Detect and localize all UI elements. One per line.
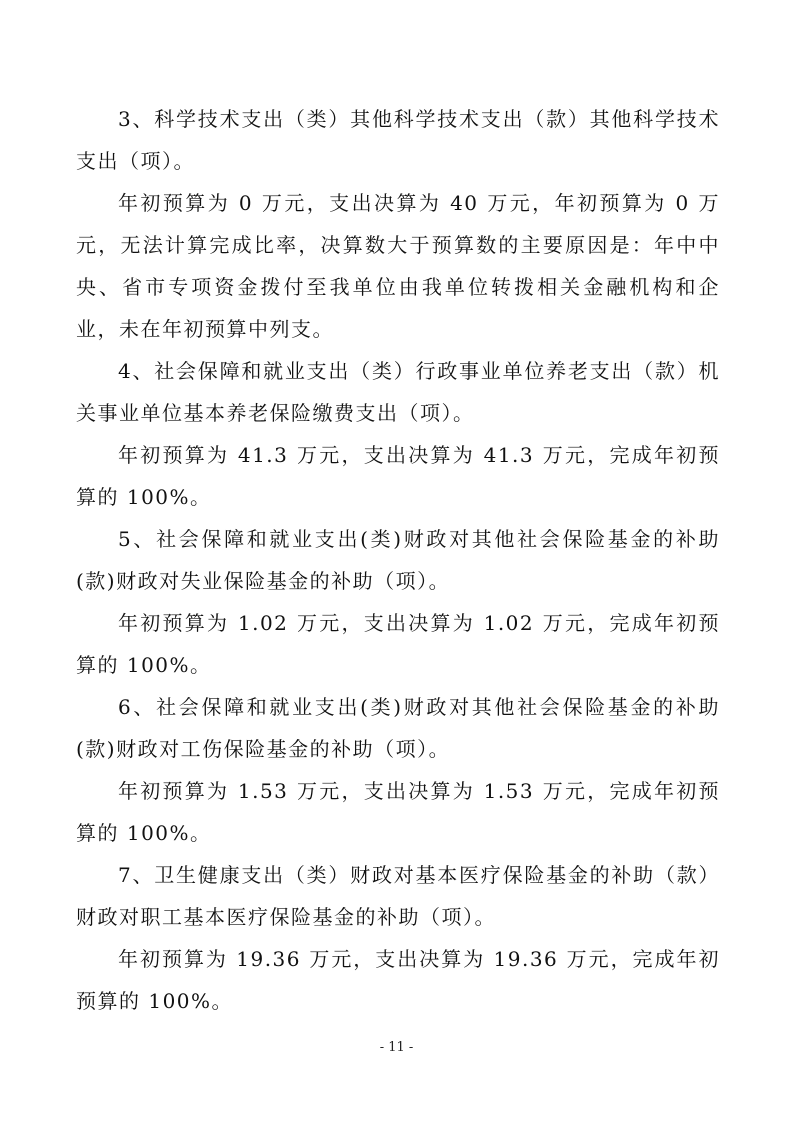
paragraph-item-3-detail: 年初预算为 0 万元，支出决算为 40 万元，年初预算为 0 万元，无法计算完成比率，决算数大于预算数的主要原因是：年中中央、省市专项资金拨付至我单位由我单位转拨相关金融机构和企业，未在年初预算中列支。 (76, 191, 720, 341)
paragraph-item-4-heading: 4、社会保障和就业支出（类）行政事业单位养老支出（款）机关事业单位基本养老保险缴费支出（项）。 (76, 359, 720, 425)
page-number: - 11 - (379, 1040, 414, 1055)
paragraph-item-6-heading: 6、社会保障和就业支出(类)财政对其他社会保险基金的补助(款)财政对工伤保险基金的补助（项）。 (76, 695, 720, 761)
document-body (76, 98, 720, 1022)
paragraph-item-5-heading: 5、社会保障和就业支出(类)财政对其他社会保险基金的补助(款)财政对失业保险基金的补助（项）。 (76, 527, 720, 593)
paragraph-item-3-heading: 3、科学技术支出（类）其他科学技术支出（款）其他科学技术支出（项）。 (76, 107, 720, 173)
paragraph-item-6-detail: 年初预算为 1.53 万元，支出决算为 1.53 万元，完成年初预算的 100%。 (76, 779, 720, 845)
paragraph-item-4-detail: 年初预算为 41.3 万元，支出决算为 41.3 万元，完成年初预算的 100%。 (76, 443, 720, 509)
paragraph-item-7-heading: 7、卫生健康支出（类）财政对基本医疗保险基金的补助（款）财政对职工基本医疗保险基金的补助（项）。 (76, 863, 720, 929)
paragraph-item-7-detail: 年初预算为 19.36 万元，支出决算为 19.36 万元，完成年初预算的 100%。 (76, 947, 720, 1013)
paragraph-item-5-detail: 年初预算为 1.02 万元，支出决算为 1.02 万元，完成年初预算的 100%。 (76, 611, 720, 677)
